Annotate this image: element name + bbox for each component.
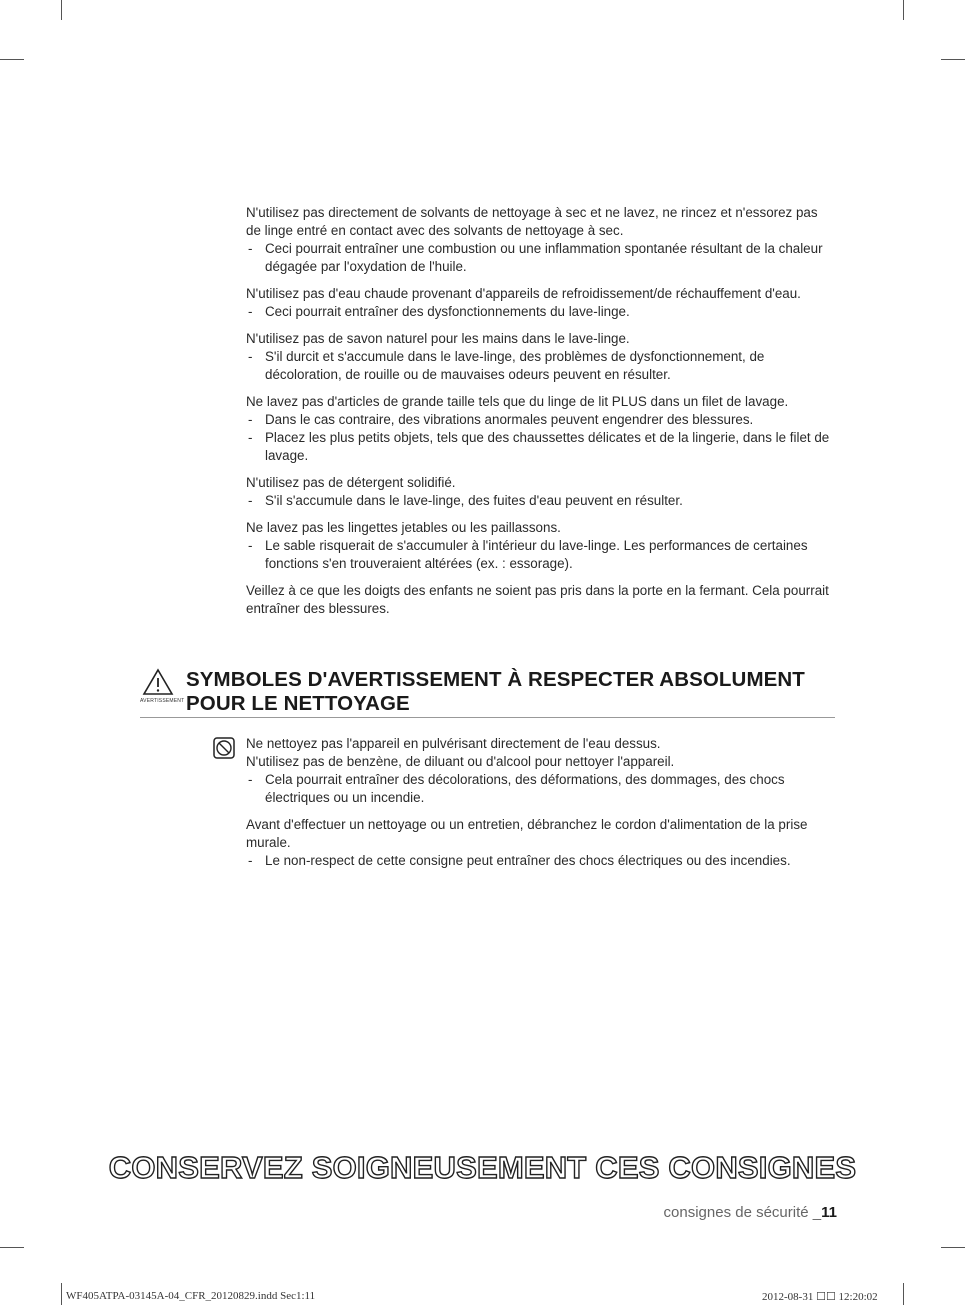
paragraph: N'utilisez pas directement de solvants de nettoyage à sec et ne lavez, ne rincez et n'essorez pas de linge entré en contact avec des solvants de nettoyage à sec. (246, 205, 818, 238)
warning-icon-label: AVERTISSEMENT (140, 698, 185, 704)
bullet-dash: - (248, 772, 253, 787)
crop-mark (61, 0, 62, 20)
bullet-item (246, 348, 836, 384)
bullet-text: Ceci pourrait entraîner une combustion ou une inflammation spontanée résultant de la chaleur dégagée par l'oxydation de l'huile. (265, 241, 823, 274)
crop-mark (941, 59, 965, 60)
crop-mark (0, 1247, 24, 1248)
bullet-item (246, 852, 836, 870)
bullet-item (246, 492, 836, 510)
bullet-dash: - (248, 853, 253, 868)
footer-title: CONSERVEZ SOIGNEUSEMENT CES CONSIGNES (108, 1150, 857, 1185)
paragraph: Avant d'effectuer un nettoyage ou un entretien, débranchez le cordon d'alimentation de la prise murale. (246, 817, 808, 850)
paragraph: Veillez à ce que les doigts des enfants ne soient pas pris dans la porte en la fermant. Cela pourrait entraîner des blessures. (246, 583, 829, 616)
crop-mark (61, 1283, 62, 1305)
bullet-text: S'il durcit et s'accumule dans le lave-linge, des problèmes de dysfonctionnement, de décoloration, de rouille ou de mauvaises odeurs peuvent en résulter. (265, 349, 765, 382)
bullet-text: Dans le cas contraire, des vibrations anormales peuvent engendrer des blessures. (265, 412, 754, 427)
safety-instructions (246, 204, 836, 618)
bullet-dash: - (248, 412, 253, 427)
warning-heading (140, 668, 835, 716)
paragraph: Ne lavez pas les lingettes jetables ou les paillassons. (246, 520, 561, 535)
bullet-dash: - (248, 304, 253, 319)
crop-mark (903, 1283, 904, 1305)
warning-heading-line2: POUR LE NETTOYAGE (186, 692, 410, 715)
bullet-item (246, 303, 836, 321)
page-footer (664, 1204, 837, 1221)
bullet-item (246, 771, 836, 807)
bullet-item (246, 411, 836, 429)
bullet-dash: - (248, 430, 253, 445)
warning-heading-line1: SYMBOLES D'AVERTISSEMENT À RESPECTER ABSOLUMENT (186, 668, 805, 691)
heading-divider (140, 717, 835, 718)
crop-mark (0, 59, 24, 60)
crop-mark (903, 0, 904, 20)
bullet-dash: - (248, 241, 253, 256)
cleaning-warnings (246, 735, 836, 870)
crop-mark (941, 1247, 965, 1248)
bullet-text: Cela pourrait entraîner des décolorations, des déformations, des dommages, des chocs électriques ou un incendie. (265, 772, 785, 805)
bullet-dash: - (248, 493, 253, 508)
bullet-text: Le non-respect de cette consigne peut entraîner des chocs électriques ou des incendies. (265, 853, 791, 868)
paragraph: Ne nettoyez pas l'appareil en pulvérisant directement de l'eau dessus. (246, 736, 661, 751)
bullet-item (246, 240, 836, 276)
bullet-text: S'il s'accumule dans le lave-linge, des fuites d'eau peuvent en résulter. (265, 493, 683, 508)
bullet-dash: - (248, 349, 253, 364)
paragraph: N'utilisez pas de détergent solidifié. (246, 475, 456, 490)
paragraph: N'utilisez pas de benzène, de diluant ou d'alcool pour nettoyer l'appareil. (246, 754, 675, 769)
bullet-item (246, 537, 836, 573)
print-date-info: 2012-08-31 ☐☐ 12:20:02 (762, 1291, 878, 1303)
bullet-text: Placez les plus petits objets, tels que des chaussettes délicates et de la lingerie, dans le filet de lavage. (265, 430, 830, 463)
section-label: consignes de sécurité _ (663, 1204, 822, 1221)
prohibited-icon (213, 737, 235, 759)
page-number: 11 (821, 1204, 837, 1221)
warning-triangle-icon (142, 668, 174, 696)
bullet-item (246, 429, 836, 465)
bullet-dash: - (248, 538, 253, 553)
bullet-text: Ceci pourrait entraîner des dysfonctionnements du lave-linge. (265, 304, 630, 319)
paragraph: Ne lavez pas d'articles de grande taille tels que du linge de lit PLUS dans un filet de lavage. (246, 394, 789, 409)
paragraph: N'utilisez pas de savon naturel pour les mains dans le lave-linge. (246, 331, 630, 346)
bullet-text: Le sable risquerait de s'accumuler à l'intérieur du lave-linge. Les performances de certaines fonctions s'en trouveraient altérées (ex. : essorage). (265, 538, 808, 571)
paragraph: N'utilisez pas d'eau chaude provenant d'appareils de refroidissement/de réchauffement d'eau. (246, 286, 801, 301)
print-file-info: WF405ATPA-03145A-04_CFR_20120829.indd Sec1:11 (66, 1290, 316, 1302)
